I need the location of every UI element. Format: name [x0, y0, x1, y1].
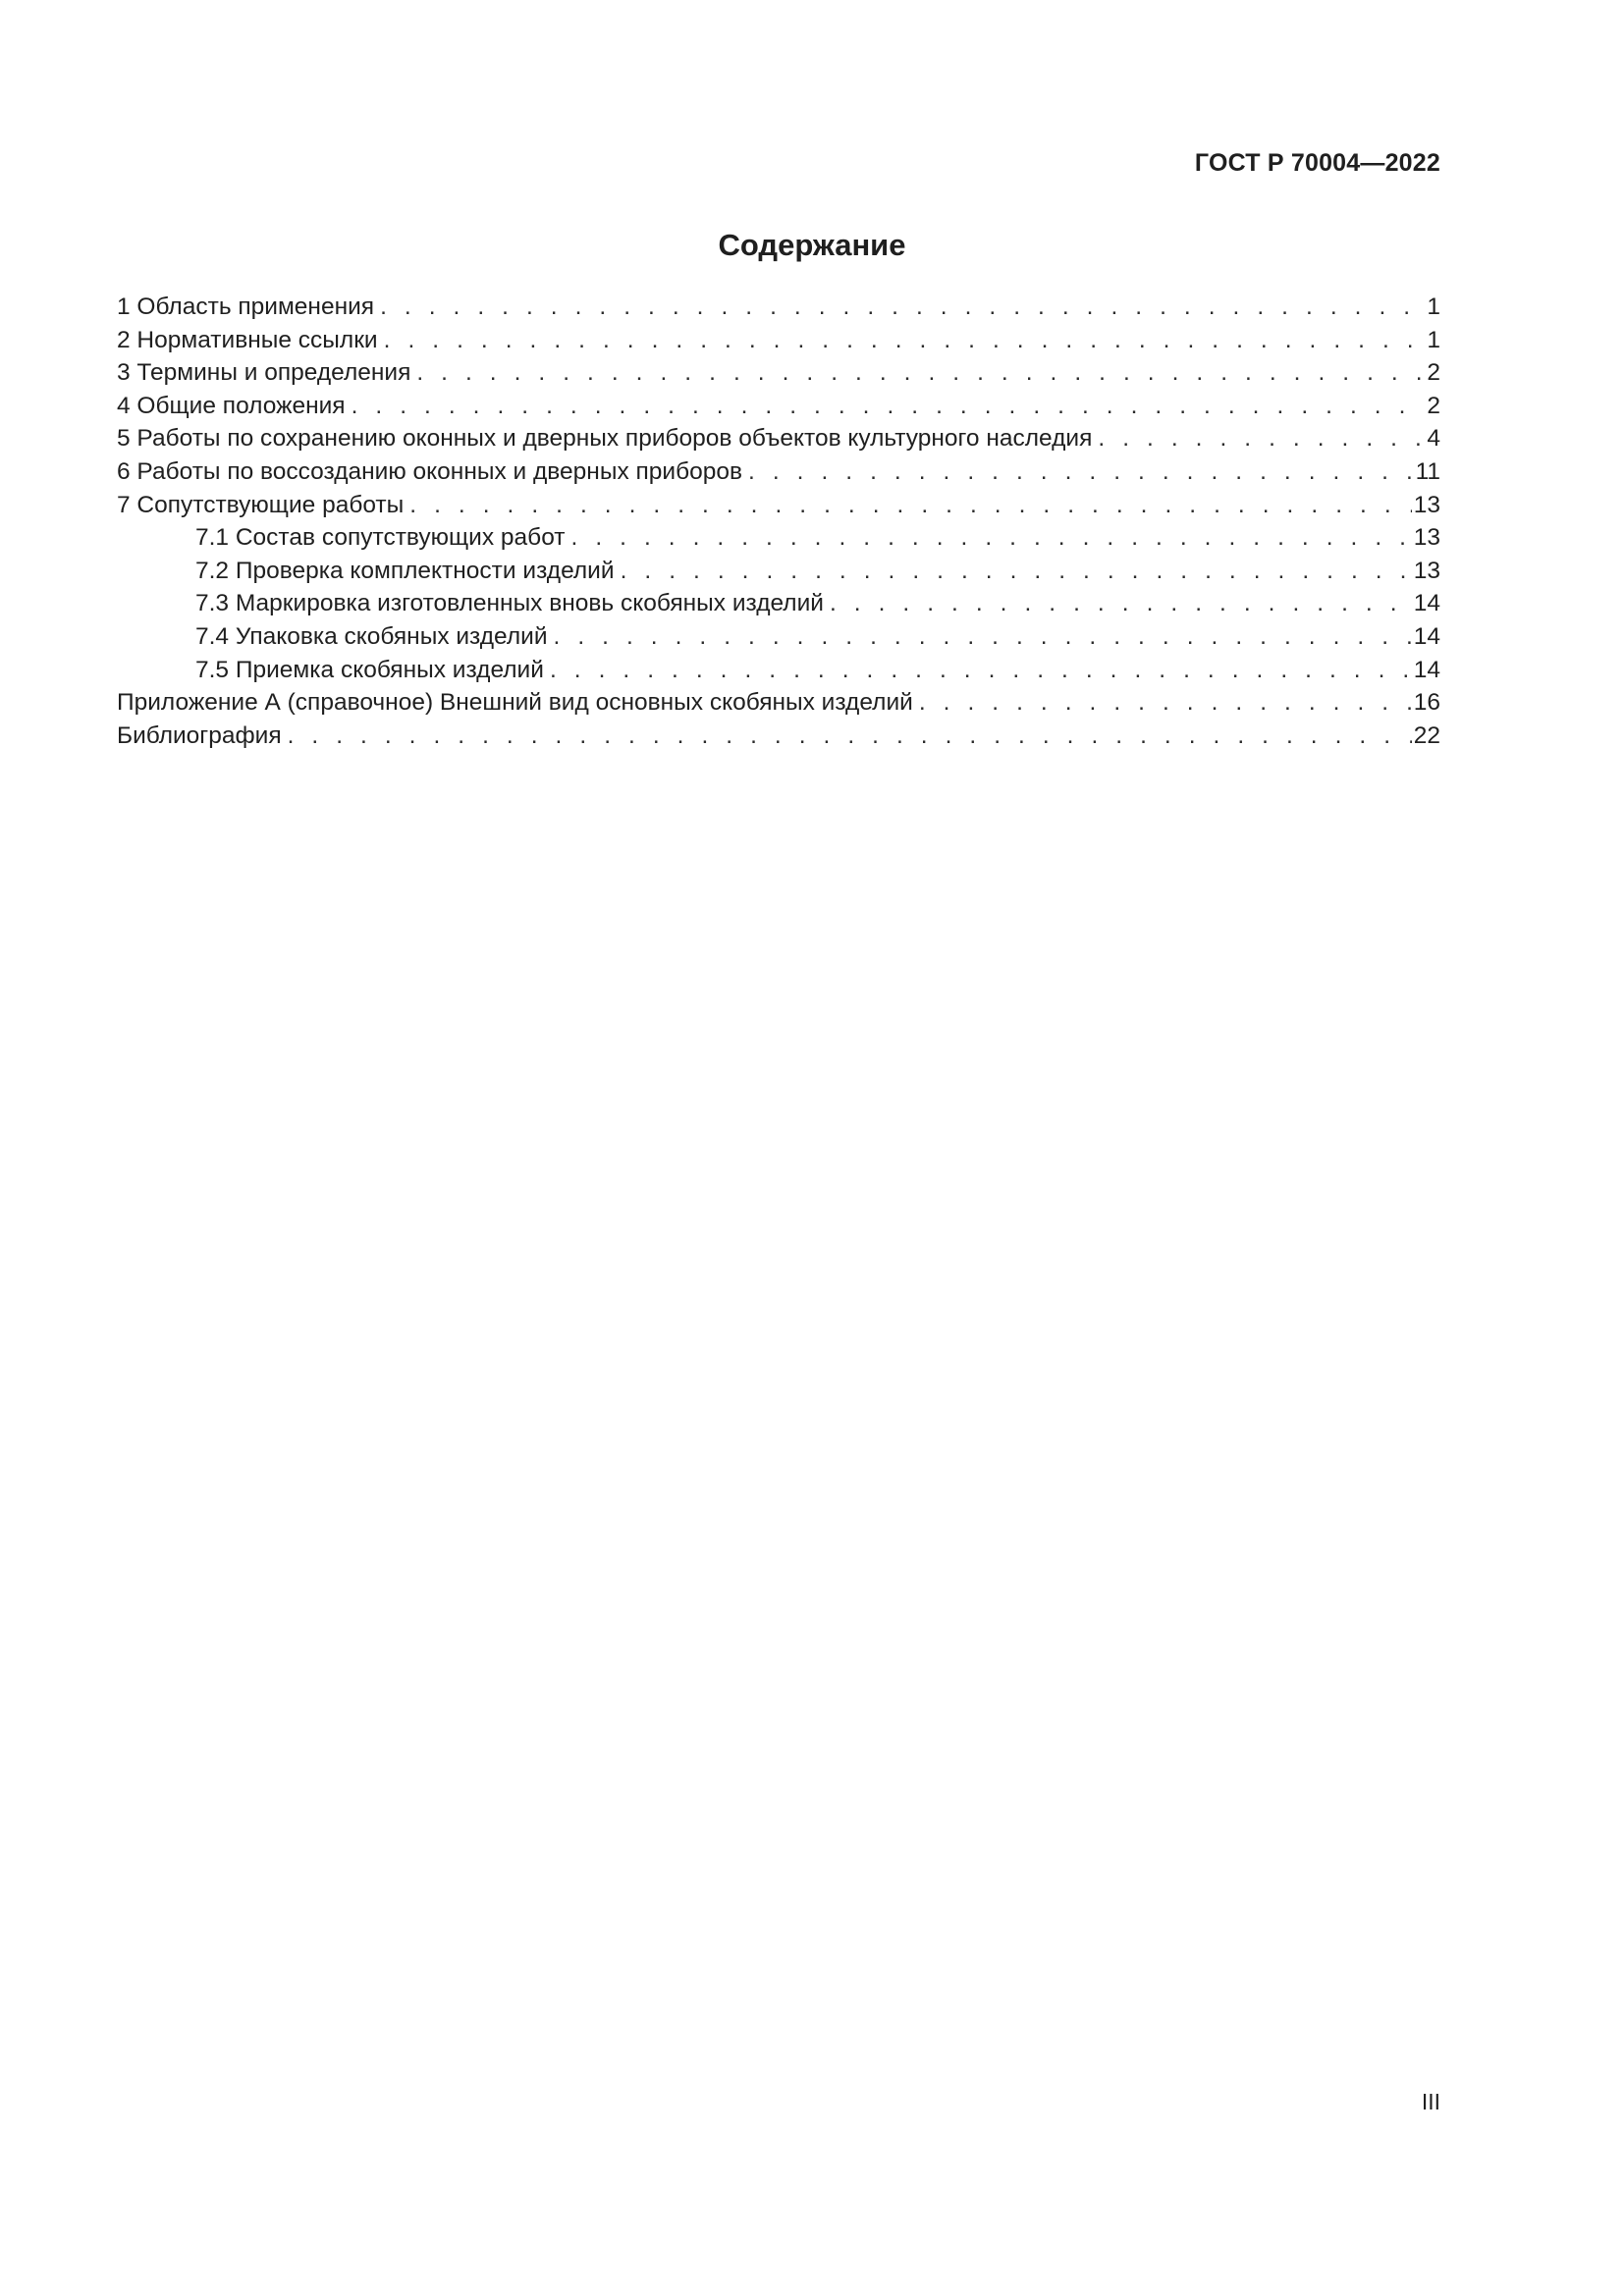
toc-entry-page: 14 — [1413, 590, 1440, 617]
toc-entry-page: 2 — [1427, 359, 1440, 387]
toc-entry-label: 7.4 Упаковка скобяных изделий — [195, 622, 548, 650]
toc-dot-leader — [380, 291, 1425, 324]
toc-entry-page: 13 — [1413, 557, 1440, 584]
toc-entry[interactable] — [117, 720, 1440, 753]
toc-subentry[interactable] — [117, 654, 1440, 687]
toc-entry-page: 11 — [1415, 457, 1440, 485]
toc-subentry[interactable] — [117, 587, 1440, 620]
table-of-contents — [117, 291, 1440, 752]
toc-dot-leader — [919, 686, 1412, 720]
toc-entry-label: 7.1 Состав сопутствующих работ — [195, 524, 566, 552]
toc-entry-label: 2 Нормативные ссылки — [117, 326, 378, 353]
toc-entry-label: 5 Работы по сохранению оконных и дверных приборов объектов культурного наследия — [117, 425, 1093, 453]
toc-entry[interactable] — [117, 356, 1440, 390]
toc-dot-leader — [288, 720, 1412, 753]
toc-entry-label: Библиография — [117, 721, 282, 749]
toc-entry-label: 6 Работы по воссозданию оконных и дверных приборов — [117, 457, 742, 485]
toc-entry-label: 7.2 Проверка комплектности изделий — [195, 557, 615, 584]
toc-dot-leader — [384, 324, 1426, 357]
page-number: III — [1421, 2089, 1440, 2114]
toc-entry-label: 3 Термины и определения — [117, 359, 411, 387]
toc-entry-page: 14 — [1413, 656, 1440, 683]
toc-entry-page: 13 — [1413, 524, 1440, 552]
toc-title: Содержание — [718, 228, 906, 262]
toc-dot-leader — [554, 620, 1412, 654]
toc-dot-leader — [571, 521, 1412, 555]
toc-dot-leader — [748, 455, 1414, 489]
toc-entry-page: 16 — [1413, 689, 1440, 717]
toc-subentry[interactable] — [117, 620, 1440, 654]
toc-entry-label: 7 Сопутствующие работы — [117, 491, 405, 518]
toc-entry[interactable] — [117, 455, 1440, 489]
toc-entry[interactable] — [117, 489, 1440, 522]
toc-dot-leader — [352, 390, 1426, 423]
toc-subentry[interactable] — [117, 521, 1440, 555]
toc-subentry[interactable] — [117, 555, 1440, 588]
toc-entry[interactable] — [117, 324, 1440, 357]
toc-entry-page: 1 — [1427, 326, 1440, 353]
toc-dot-leader — [416, 356, 1425, 390]
toc-dot-leader — [621, 555, 1412, 588]
toc-entry[interactable] — [117, 291, 1440, 324]
toc-entry-label: 1 Область применения — [117, 294, 375, 320]
toc-entry-page: 1 — [1427, 294, 1440, 320]
toc-entry[interactable] — [117, 686, 1440, 720]
toc-dot-leader — [830, 587, 1412, 620]
toc-entry-page: 4 — [1427, 425, 1440, 453]
toc-entry-label: 4 Общие положения — [117, 392, 346, 419]
toc-entry-page: 14 — [1413, 622, 1440, 650]
toc-entry-page: 13 — [1413, 491, 1440, 518]
toc-entry-page: 2 — [1427, 392, 1440, 419]
toc-dot-leader — [409, 489, 1411, 522]
toc-entry-page: 22 — [1413, 721, 1440, 749]
toc-dot-leader — [1098, 422, 1425, 455]
document-code: ГОСТ Р 70004—2022 — [1194, 149, 1440, 177]
toc-entry-label: 7.3 Маркировка изготовленных вновь скобяных изделий — [195, 590, 824, 617]
toc-entry-label: Приложение А (справочное) Внешний вид основных скобяных изделий — [117, 689, 913, 717]
toc-entry[interactable] — [117, 422, 1440, 455]
toc-dot-leader — [550, 654, 1412, 687]
toc-entry-label: 7.5 Приемка скобяных изделий — [195, 656, 544, 683]
toc-entry[interactable] — [117, 390, 1440, 423]
